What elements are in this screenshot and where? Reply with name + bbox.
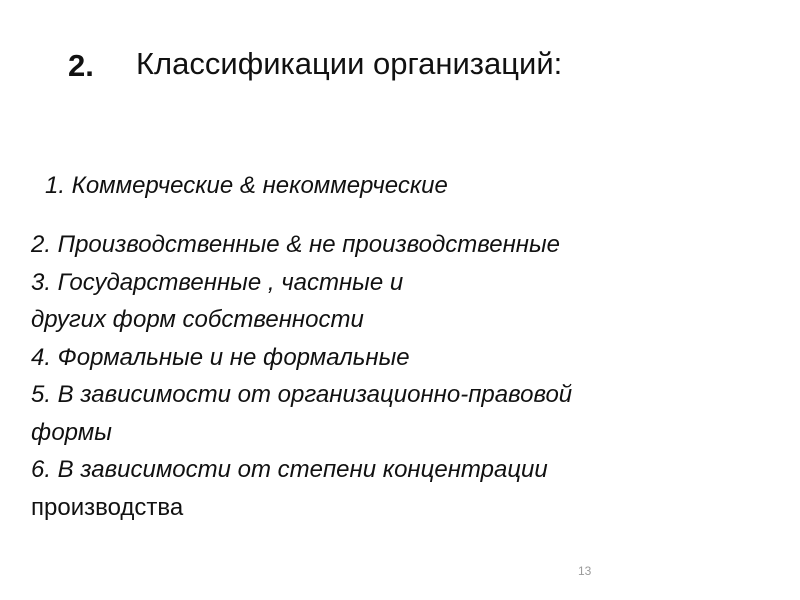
list-item-6: 6. В зависимости от степени концентрации	[31, 456, 548, 483]
page-number: 13	[578, 564, 592, 578]
list-item-3-continuation: другиx форм собственности	[31, 306, 364, 333]
slide-title: Классификации организаций:	[136, 46, 563, 81]
list-item-4: 4. Формальные и не формальные	[31, 343, 410, 371]
list-item-1: 1. Коммерческие & некоммерческие	[45, 172, 448, 199]
list-item-2: 2. Производственные & не производственные	[31, 231, 560, 258]
section-number: 2.	[68, 48, 94, 83]
list-item-5-continuation: формы	[31, 418, 112, 446]
list-item-3: 3. Государственные , частные и	[31, 268, 404, 296]
classification-list	[31, 226, 781, 526]
list-item-6-continuation: производства	[31, 493, 184, 521]
list-item-5: 5. В зависимости от организационно-правовой	[31, 381, 573, 408]
